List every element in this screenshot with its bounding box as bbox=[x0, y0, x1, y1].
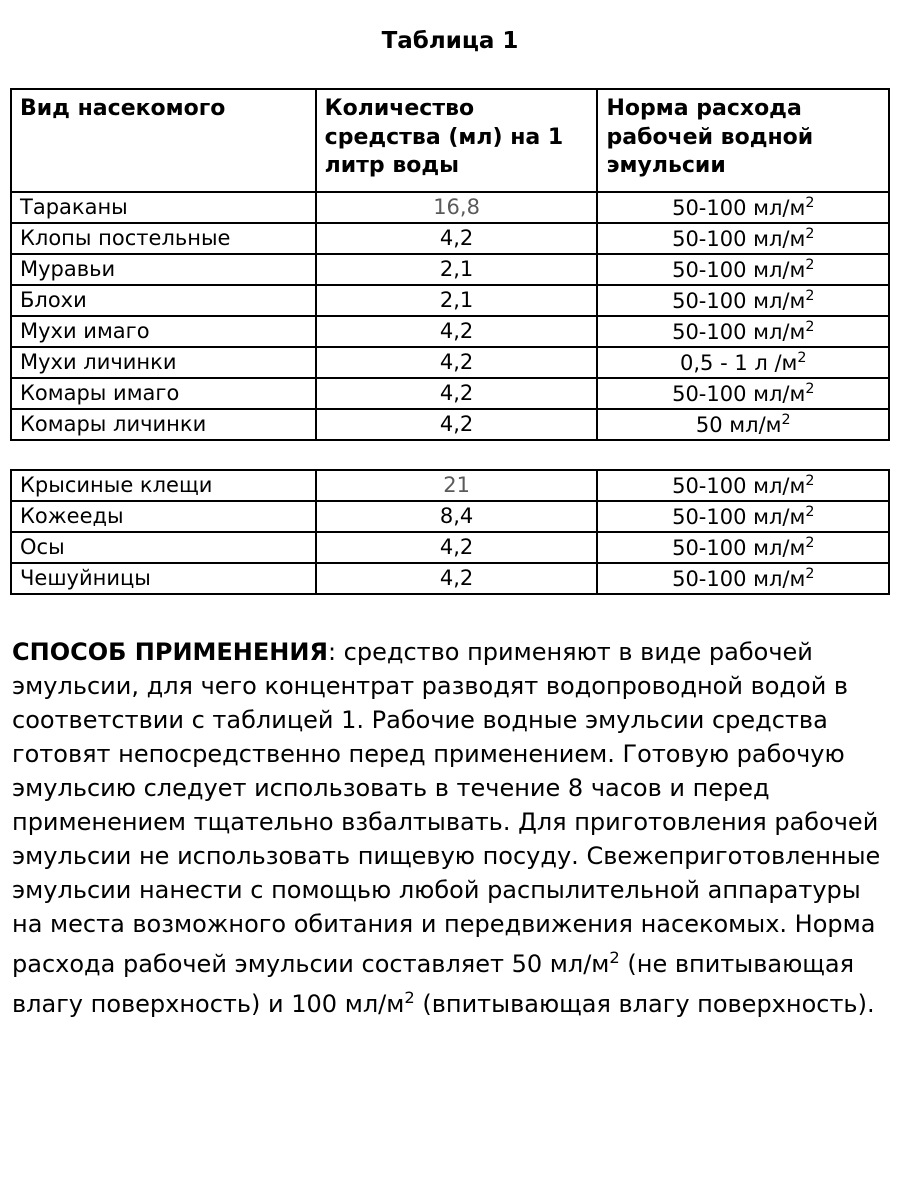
rate-superscript: 2 bbox=[805, 318, 815, 335]
insect-cell: Осы bbox=[11, 532, 316, 563]
usage-text-2: (не впитывающая влагу поверхность) и 100 мл/м bbox=[12, 949, 855, 1018]
rate-text: 50-100 мл/м bbox=[672, 566, 806, 591]
insect-cell: Крысиные клещи bbox=[11, 470, 316, 501]
table-row bbox=[11, 223, 889, 254]
rate-superscript: 2 bbox=[805, 534, 815, 551]
rate-cell bbox=[597, 316, 889, 347]
usage-superscript-2: 2 bbox=[404, 987, 415, 1007]
rate-superscript: 2 bbox=[781, 411, 791, 428]
insect-cell: Кожееды bbox=[11, 501, 316, 532]
rate-text: 50-100 мл/м bbox=[672, 473, 806, 498]
rate-text: 50-100 мл/м bbox=[672, 319, 806, 344]
insect-cell: Муравьи bbox=[11, 254, 316, 285]
header-row bbox=[11, 89, 889, 192]
rate-cell bbox=[597, 378, 889, 409]
amount-cell: 4,2 bbox=[316, 409, 598, 440]
rate-superscript: 2 bbox=[805, 380, 815, 397]
rate-cell bbox=[597, 254, 889, 285]
table-row bbox=[11, 532, 889, 563]
insects-table-1 bbox=[10, 88, 890, 441]
rate-text: 0,5 - 1 л /м bbox=[680, 350, 798, 375]
table-row bbox=[11, 192, 889, 223]
col-header-rate: Норма расхода рабочей водной эмульсии bbox=[597, 89, 889, 192]
amount-cell: 8,4 bbox=[316, 501, 598, 532]
rate-cell bbox=[597, 563, 889, 594]
table-row bbox=[11, 563, 889, 594]
rate-superscript: 2 bbox=[805, 194, 815, 211]
amount-cell: 2,1 bbox=[316, 285, 598, 316]
insect-cell: Чешуйницы bbox=[11, 563, 316, 594]
amount-cell: 16,8 bbox=[316, 192, 598, 223]
amount-cell: 4,2 bbox=[316, 316, 598, 347]
insect-cell: Комары имаго bbox=[11, 378, 316, 409]
rate-cell bbox=[597, 192, 889, 223]
table-row bbox=[11, 347, 889, 378]
insect-cell: Мухи личинки bbox=[11, 347, 316, 378]
table-row bbox=[11, 285, 889, 316]
usage-heading: СПОСОБ ПРИМЕНЕНИЯ bbox=[12, 637, 328, 666]
table-row bbox=[11, 501, 889, 532]
amount-cell: 4,2 bbox=[316, 223, 598, 254]
usage-paragraph bbox=[12, 635, 888, 1021]
rate-text: 50-100 мл/м bbox=[672, 195, 806, 220]
amount-cell: 4,2 bbox=[316, 563, 598, 594]
rate-cell bbox=[597, 347, 889, 378]
rate-cell bbox=[597, 409, 889, 440]
usage-text-3: (впитывающая влагу поверхность). bbox=[414, 989, 875, 1018]
usage-text-1: : средство применяют в виде рабочей эмульсии, для чего концентрат разводят водопроводной водой в соответствии с таблицей 1. Рабочие водные эмульсии средства готовят непосредственно перед применением. Готовую рабочую эмульсию следует использовать в течение 8 часов и перед применением тщательно взбалтывать. Для приготовления рабочей эмульсии не использовать пищевую посуду. Свежеприготовленные эмульсии нанести с помощью любой распылительной аппаратуры на места возможного обитания и передвижения насекомых. Норма расхода рабочей эмульсии составляет 50 мл/м bbox=[12, 637, 881, 978]
amount-cell: 4,2 bbox=[316, 378, 598, 409]
table-row bbox=[11, 409, 889, 440]
amount-cell: 2,1 bbox=[316, 254, 598, 285]
rate-cell bbox=[597, 285, 889, 316]
rate-text: 50-100 мл/м bbox=[672, 381, 806, 406]
col-header-amount: Количество средства (мл) на 1 литр воды bbox=[316, 89, 598, 192]
rate-cell bbox=[597, 470, 889, 501]
col-header-insect: Вид насекомого bbox=[11, 89, 316, 192]
insects-table-2 bbox=[10, 469, 890, 595]
rate-superscript: 2 bbox=[805, 225, 815, 242]
rate-superscript: 2 bbox=[805, 472, 815, 489]
rate-cell bbox=[597, 501, 889, 532]
rate-cell bbox=[597, 532, 889, 563]
rate-superscript: 2 bbox=[805, 565, 815, 582]
usage-superscript-1: 2 bbox=[609, 947, 620, 967]
rate-text: 50-100 мл/м bbox=[672, 504, 806, 529]
table-row bbox=[11, 378, 889, 409]
insect-cell: Клопы постельные bbox=[11, 223, 316, 254]
rate-text: 50-100 мл/м bbox=[672, 288, 806, 313]
table-row bbox=[11, 254, 889, 285]
rate-superscript: 2 bbox=[797, 349, 807, 366]
amount-cell: 21 bbox=[316, 470, 598, 501]
rate-text: 50-100 мл/м bbox=[672, 535, 806, 560]
page-title: Таблица 1 bbox=[381, 28, 519, 54]
rate-superscript: 2 bbox=[805, 503, 815, 520]
rate-text: 50-100 мл/м bbox=[672, 226, 806, 251]
insect-cell: Мухи имаго bbox=[11, 316, 316, 347]
rate-cell bbox=[597, 223, 889, 254]
table-row bbox=[11, 470, 889, 501]
rate-superscript: 2 bbox=[805, 287, 815, 304]
amount-cell: 4,2 bbox=[316, 347, 598, 378]
rate-superscript: 2 bbox=[805, 256, 815, 273]
insect-cell: Комары личинки bbox=[11, 409, 316, 440]
table-row bbox=[11, 316, 889, 347]
rate-text: 50-100 мл/м bbox=[672, 257, 806, 282]
amount-cell: 4,2 bbox=[316, 532, 598, 563]
insect-cell: Блохи bbox=[11, 285, 316, 316]
insect-cell: Тараканы bbox=[11, 192, 316, 223]
rate-text: 50 мл/м bbox=[695, 412, 782, 437]
